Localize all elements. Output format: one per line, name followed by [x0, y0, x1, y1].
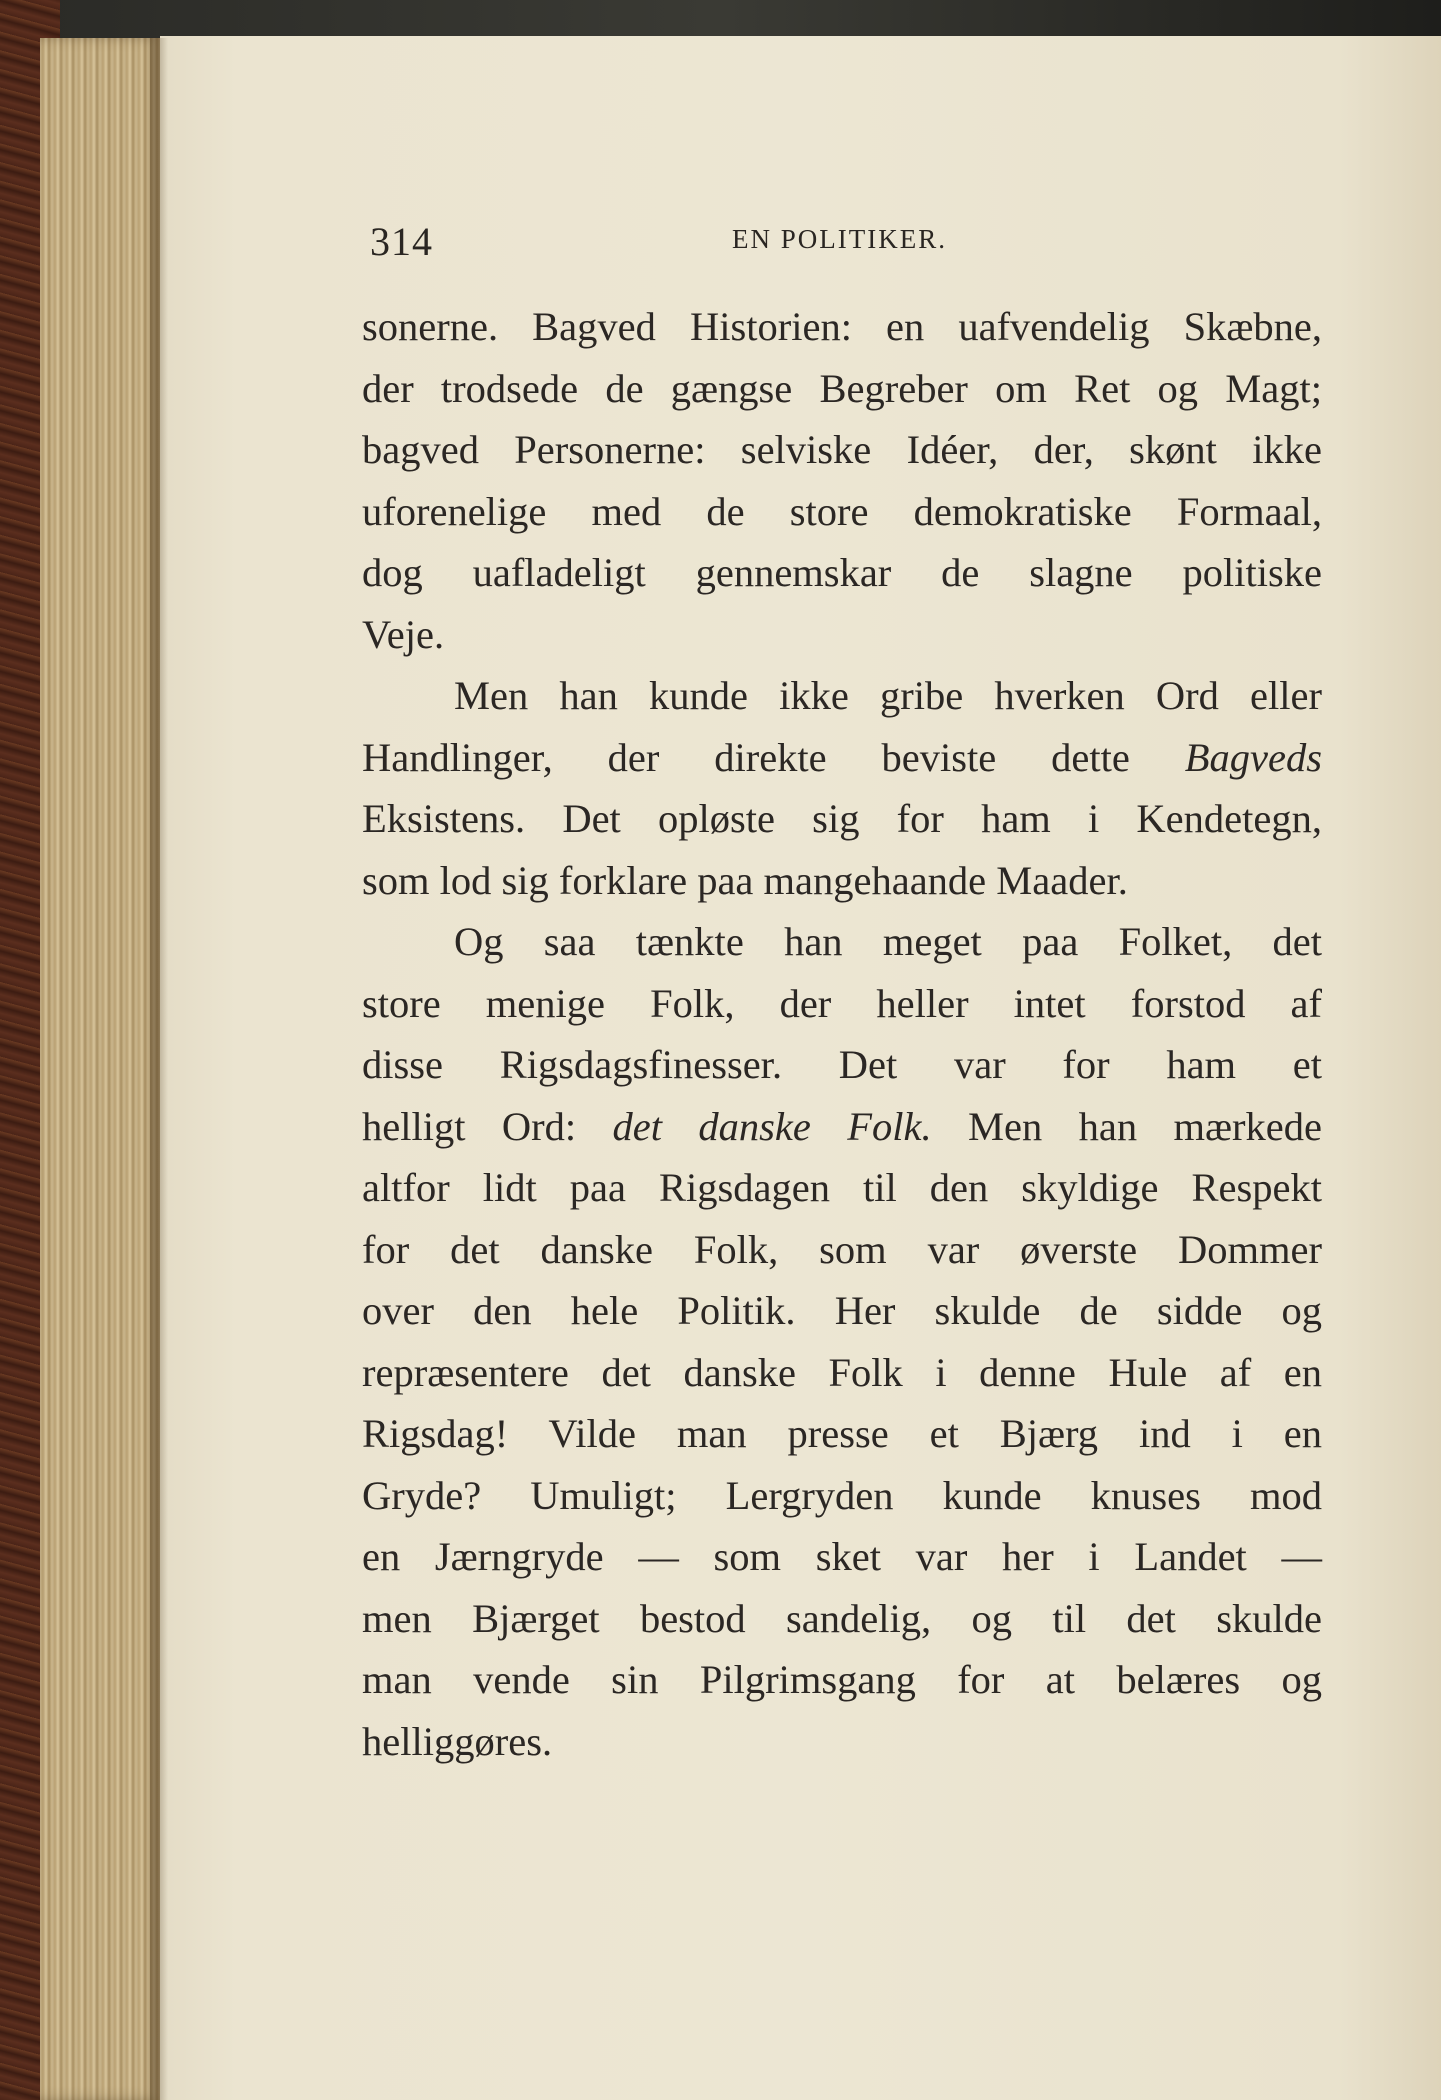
- emphasis: Bagveds: [1184, 734, 1322, 780]
- paragraph-3: [362, 911, 1322, 1772]
- page-number: 314: [370, 219, 433, 264]
- text-run: Handlinger, der direkte beviste dette: [362, 734, 1185, 780]
- text-line: sonerne. Bagved Historien: en uafvendelig Skæbne,: [362, 304, 1322, 349]
- text-line: [362, 727, 1322, 789]
- paragraph-1: [362, 296, 1322, 665]
- text-line: en Jærngryde — som sket var her i Landet —: [362, 1534, 1322, 1579]
- body-text: [362, 296, 1322, 1772]
- gutter-shadow: [150, 38, 168, 2100]
- text-line: man vende sin Pilgrimsgang for at belæres og: [362, 1657, 1322, 1702]
- text-line: Veje.: [362, 611, 445, 657]
- chapter-title: EN POLITIKER.: [732, 224, 947, 254]
- text-line: dog uafladeligt gennemskar de slagne politiske: [362, 550, 1322, 595]
- text-line: bagved Personerne: selviske Idéer, der, skønt ikke: [362, 427, 1322, 472]
- text-line: Men han kunde ikke gribe hverken Ord eller: [454, 673, 1322, 718]
- text-line: Eksistens. Det opløste sig for ham i Kendetegn,: [362, 796, 1322, 841]
- text-line: altfor lidt paa Rigsdagen til den skyldige Respekt: [362, 1165, 1322, 1210]
- page-block-edge: [40, 38, 160, 2100]
- text-line: disse Rigsdagsfinesser. Det var for ham et: [362, 1042, 1322, 1087]
- text-line: for det danske Folk, som var øverste Dommer: [362, 1226, 1322, 1272]
- text-line: der trodsede de gængse Begreber om Ret og Magt;: [362, 365, 1322, 411]
- text-line: Gryde? Umuligt; Lergryden kunde knuses mod: [362, 1472, 1322, 1518]
- text-line: men Bjærget bestod sandelig, og til det skulde: [362, 1595, 1322, 1641]
- text-line: repræsentere det danske Folk i denne Hule af en: [362, 1349, 1322, 1395]
- text-run: Men han mærkede: [931, 1103, 1322, 1149]
- paragraph-2: [362, 665, 1322, 911]
- text-run: helligt Ord:: [362, 1103, 613, 1149]
- text-line: uforenelige med de store demokratiske Formaal,: [362, 488, 1322, 534]
- binding-shadow: [0, 0, 1441, 40]
- text-line: som lod sig forklare paa mangehaande Maader.: [362, 857, 1128, 903]
- emphasis: det danske Folk.: [612, 1103, 932, 1149]
- text-line: store menige Folk, der heller intet forstod af: [362, 980, 1322, 1026]
- text-line: Rigsdag! Vilde man presse et Bjærg ind i en: [362, 1411, 1322, 1456]
- text-line: Og saa tænkte han meget paa Folket, det: [454, 919, 1322, 964]
- text-line: over den hele Politik. Her skulde de sidde og: [362, 1288, 1322, 1333]
- running-head: [370, 218, 1320, 268]
- text-line: helliggøres.: [362, 1718, 553, 1764]
- text-line: [362, 1096, 1322, 1158]
